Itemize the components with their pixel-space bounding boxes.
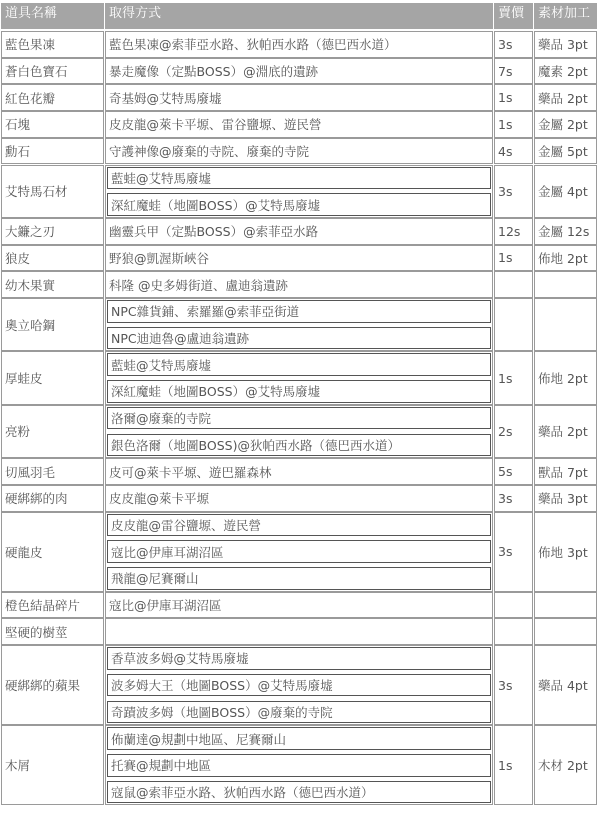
source-entry: 飛龍@尼賽爾山	[107, 567, 491, 590]
source-entry: 藍蛙@艾特馬廢墟	[107, 167, 491, 190]
item-name-cell: 橙色結晶碎片	[1, 592, 104, 619]
price-cell: 3s	[494, 485, 533, 512]
price-cell: 3s	[494, 165, 533, 218]
material-cell	[534, 298, 597, 351]
price-cell	[494, 271, 533, 298]
source-cell: 幽靈兵甲（定點BOSS）@索菲亞水路	[105, 218, 493, 245]
material-cell	[534, 592, 597, 619]
price-cell: 5s	[494, 458, 533, 485]
source-entry: 波多姆大王（地圖BOSS）@艾特馬廢墟	[107, 674, 491, 697]
material-cell: 魔素 2pt	[534, 58, 597, 85]
header-material: 素材加工	[534, 3, 597, 29]
item-name-cell: 勳石	[1, 138, 104, 165]
material-cell: 獸品 7pt	[534, 458, 597, 485]
source-entry: 深紅魔蛙（地圖BOSS）@艾特馬廢墟	[107, 193, 491, 216]
source-entry: 香草波多姆@艾特馬廢墟	[107, 647, 491, 670]
price-cell: 1s	[494, 351, 533, 404]
material-cell: 金屬 5pt	[534, 138, 597, 165]
price-cell: 4s	[494, 138, 533, 165]
item-name-cell: 亮粉	[1, 405, 104, 458]
source-cell	[105, 618, 493, 645]
material-cell: 藥品 3pt	[534, 31, 597, 58]
item-name-cell: 堅硬的樹莖	[1, 618, 104, 645]
source-cell: 皮皮龍@萊卡平塬、雷谷鹽塬、遊民營	[105, 111, 493, 138]
source-cell: 守護神像@廢棄的寺院、廢棄的寺院	[105, 138, 493, 165]
item-name-cell: 狼皮	[1, 245, 104, 272]
price-cell	[494, 592, 533, 619]
item-name-cell: 硬龍皮	[1, 512, 104, 592]
source-cell: 藍色果凍@索菲亞水路、狄帕西水路（德巴西水道）	[105, 31, 493, 58]
source-cell: 暴走魔像（定點BOSS）@淵底的遺跡	[105, 58, 493, 85]
item-name-cell: 蒼白色寶石	[1, 58, 104, 85]
item-name-cell: 厚蛙皮	[1, 351, 104, 404]
material-cell	[534, 618, 597, 645]
header-source: 取得方式	[105, 3, 493, 29]
price-cell: 3s	[494, 512, 533, 592]
material-cell: 佈地 2pt	[534, 245, 597, 272]
source-entry: 洛爾@廢棄的寺院	[107, 407, 491, 430]
item-name-cell: 奧立哈鋼	[1, 298, 104, 351]
material-cell: 藥品 2pt	[534, 84, 597, 111]
source-entry: 深紅魔蛙（地圖BOSS）@艾特馬廢墟	[107, 380, 491, 403]
source-entry: NPC雜貨鋪、索羅羅@索菲亞街道	[107, 300, 491, 323]
source-cell: 野狼@凱渥斯峽谷	[105, 245, 493, 272]
price-cell: 1s	[494, 245, 533, 272]
price-cell: 2s	[494, 405, 533, 458]
material-cell: 藥品 3pt	[534, 485, 597, 512]
item-name-cell: 切風羽毛	[1, 458, 104, 485]
price-cell	[494, 298, 533, 351]
header-item-name: 道具名稱	[1, 3, 104, 29]
price-cell	[494, 618, 533, 645]
material-cell: 金屬 4pt	[534, 165, 597, 218]
source-entry: 寇鼠@索菲亞水路、狄帕西水路（德巴西水道）	[107, 781, 491, 804]
source-entry: 銀色洛爾（地圖BOSS)@狄帕西水路（德巴西水道）	[107, 434, 491, 457]
header-price: 賣價	[494, 3, 533, 29]
material-cell: 佈地 2pt	[534, 351, 597, 404]
item-name-cell: 紅色花瓣	[1, 84, 104, 111]
item-name-cell: 硬綁綁的肉	[1, 485, 104, 512]
price-cell: 7s	[494, 58, 533, 85]
item-name-cell: 硬綁綁的蘋果	[1, 645, 104, 725]
source-entry: NPC迪迪魯@盧迪翁遺跡	[107, 327, 491, 350]
material-cell: 木材 2pt	[534, 725, 597, 805]
material-cell: 藥品 4pt	[534, 645, 597, 725]
price-cell: 1s	[494, 725, 533, 805]
price-cell: 1s	[494, 84, 533, 111]
source-cell: 奇基姆@艾特馬廢墟	[105, 84, 493, 111]
material-cell	[534, 271, 597, 298]
item-name-cell: 藍色果凍	[1, 31, 104, 58]
item-name-cell: 木屑	[1, 725, 104, 805]
source-entry: 托賽@規劃中地區	[107, 754, 491, 777]
item-name-cell: 艾特馬石材	[1, 165, 104, 218]
material-cell: 佈地 3pt	[534, 512, 597, 592]
source-cell: 寇比@伊庫耳湖沼區	[105, 592, 493, 619]
material-cell: 金屬 12s	[534, 218, 597, 245]
item-name-cell: 大鐮之刃	[1, 218, 104, 245]
price-cell: 1s	[494, 111, 533, 138]
source-cell: 皮可@萊卡平塬、遊巴羅森林	[105, 458, 493, 485]
material-cell: 藥品 2pt	[534, 405, 597, 458]
item-name-cell: 幼木果實	[1, 271, 104, 298]
source-cell: 科隆 @史多姆街道、盧迪翁遺跡	[105, 271, 493, 298]
source-entry: 皮皮龍@雷谷鹽塬、遊民營	[107, 514, 491, 537]
price-cell: 12s	[494, 218, 533, 245]
source-entry: 寇比@伊庫耳湖沼區	[107, 540, 491, 563]
price-cell: 3s	[494, 31, 533, 58]
source-cell: 皮皮龍@萊卡平塬	[105, 485, 493, 512]
source-entry: 佈蘭達@規劃中地區、尼賽爾山	[107, 727, 491, 750]
price-cell: 3s	[494, 645, 533, 725]
item-name-cell: 石塊	[1, 111, 104, 138]
source-entry: 奇蹟波多姆（地圖BOSS）@廢棄的寺院	[107, 701, 491, 724]
source-entry: 藍蛙@艾特馬廢墟	[107, 353, 491, 376]
material-cell: 金屬 2pt	[534, 111, 597, 138]
